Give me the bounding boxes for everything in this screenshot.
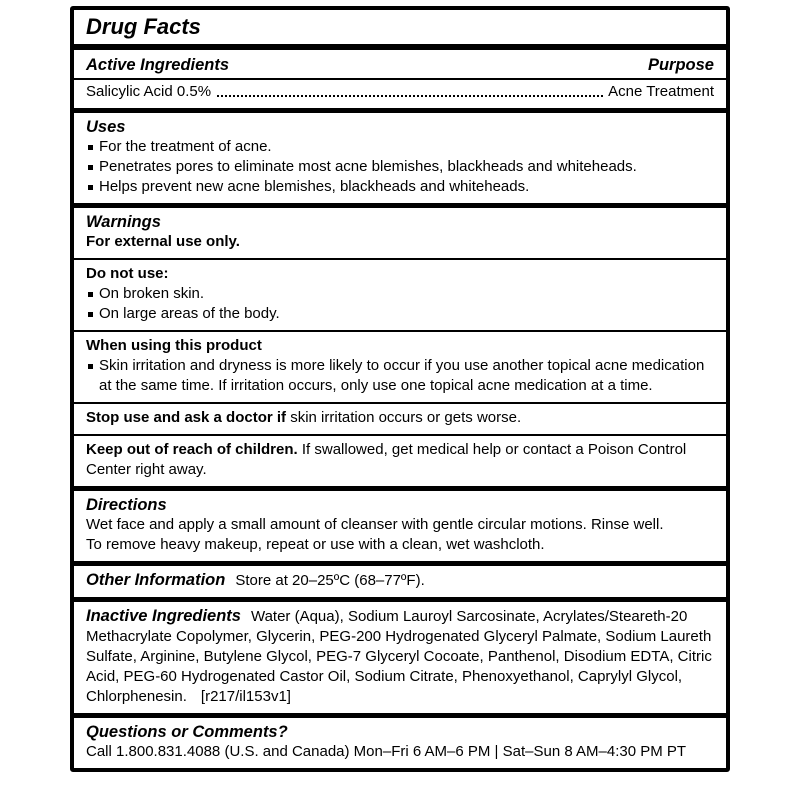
dotted-leader — [217, 95, 603, 97]
external-use-text: For external use only. — [86, 233, 240, 250]
active-ingredients-heading: Active Ingredients — [86, 56, 230, 74]
warnings-heading: Warnings — [86, 213, 161, 231]
questions-phone-text: Call 1.800.831.4088 (U.S. and Canada) Mon–Fri 6 AM–6 PM | Sat–Sun 8 AM–4:30 PM PT — [86, 743, 687, 760]
page-title: Drug Facts — [86, 14, 201, 39]
other-information-text — [86, 570, 714, 591]
section-directions — [74, 491, 726, 561]
when-using-heading: When using this product — [86, 337, 262, 354]
bullet-square-icon — [88, 292, 93, 297]
when-using-item-text: Skin irritation and dryness is more likely to occur if you use another topical acne medication at the same time. If irritation occurs, only use one topical acne medication at a time. — [99, 357, 705, 394]
bullet-square-icon — [88, 185, 93, 190]
list-item — [86, 177, 714, 197]
section-keep-out — [74, 436, 726, 486]
ingredient-row — [74, 80, 726, 108]
drug-facts-label — [70, 6, 730, 772]
do-not-use-item-text: On broken skin. — [99, 285, 205, 302]
section-do-not-use — [74, 260, 726, 330]
bullet-square-icon — [88, 364, 93, 369]
list-item — [86, 157, 714, 177]
uses-heading: Uses — [86, 118, 126, 136]
bullet-square-icon — [88, 145, 93, 150]
section-other-information — [74, 566, 726, 597]
directions-line: Wet face and apply a small amount of cleanser with gentle circular motions. Rinse well. — [86, 516, 664, 533]
ingredient-name: Salicylic Acid 0.5% — [86, 83, 212, 100]
purpose-heading: Purpose — [647, 56, 714, 74]
ingredient-purpose: Acne Treatment — [608, 83, 714, 100]
lot-code: [r217/il153v1] — [200, 688, 291, 705]
bullet-square-icon — [88, 165, 93, 170]
section-stop-use — [74, 404, 726, 434]
section-uses — [74, 113, 726, 203]
inactive-ingredients-list: Water (Aqua), Sodium Lauroyl Sarcosinate, Acrylates/Steareth-20 Methacrylate Copolymer, Glycerin, PEG-200 Hydrogenated Glyceryl Palmate, Sodium Laureth Sulfate, Arginine, Butylene Glycol, PEG-7 Glyceryl Cocoate, Panthenol, Disodium EDTA, Citric Acid, PEG-60 Hydrogenated Castor Oil, Sodium Citrate, Phenoxyethanol, Caprylyl Glycol, Chlorphenesin. — [86, 608, 712, 705]
questions-heading: Questions or Comments? — [86, 723, 288, 741]
inactive-ingredients-text — [86, 606, 714, 707]
list-item — [86, 304, 714, 324]
inactive-ingredients-heading: Inactive Ingredients — [86, 607, 241, 625]
other-information-heading: Other Information — [86, 571, 226, 589]
list-item — [86, 284, 714, 304]
section-inactive-ingredients — [74, 602, 726, 713]
section-warnings — [74, 208, 726, 258]
uses-item-text: For the treatment of acne. — [99, 138, 272, 155]
other-information-rest: Store at 20–25ºC (68–77ºF). — [235, 572, 425, 589]
directions-line: To remove heavy makeup, repeat or use with a clean, wet washcloth. — [86, 536, 545, 553]
do-not-use-item-text: On large areas of the body. — [99, 305, 280, 322]
stop-use-rest: skin irritation occurs or gets worse. — [286, 409, 522, 426]
section-questions — [74, 718, 726, 768]
keep-out-bold: Keep out of reach of children. — [86, 441, 298, 458]
keep-out-text — [86, 440, 714, 480]
bullet-square-icon — [88, 312, 93, 317]
section-when-using — [74, 332, 726, 402]
stop-use-text — [86, 408, 714, 428]
uses-item-text: Penetrates pores to eliminate most acne blemishes, blackheads and whiteheads. — [99, 158, 637, 175]
stop-use-bold: Stop use and ask a doctor if — [86, 409, 287, 426]
directions-heading: Directions — [86, 496, 167, 514]
do-not-use-heading: Do not use: — [86, 265, 169, 282]
keep-out-rest: If swallowed, get medical help or contact a Poison Control Center right away. — [86, 441, 687, 478]
list-item — [86, 137, 714, 157]
active-ingredients-header-row — [74, 50, 726, 78]
list-item — [86, 356, 714, 396]
uses-item-text: Helps prevent new acne blemishes, blackheads and whiteheads. — [99, 178, 530, 195]
